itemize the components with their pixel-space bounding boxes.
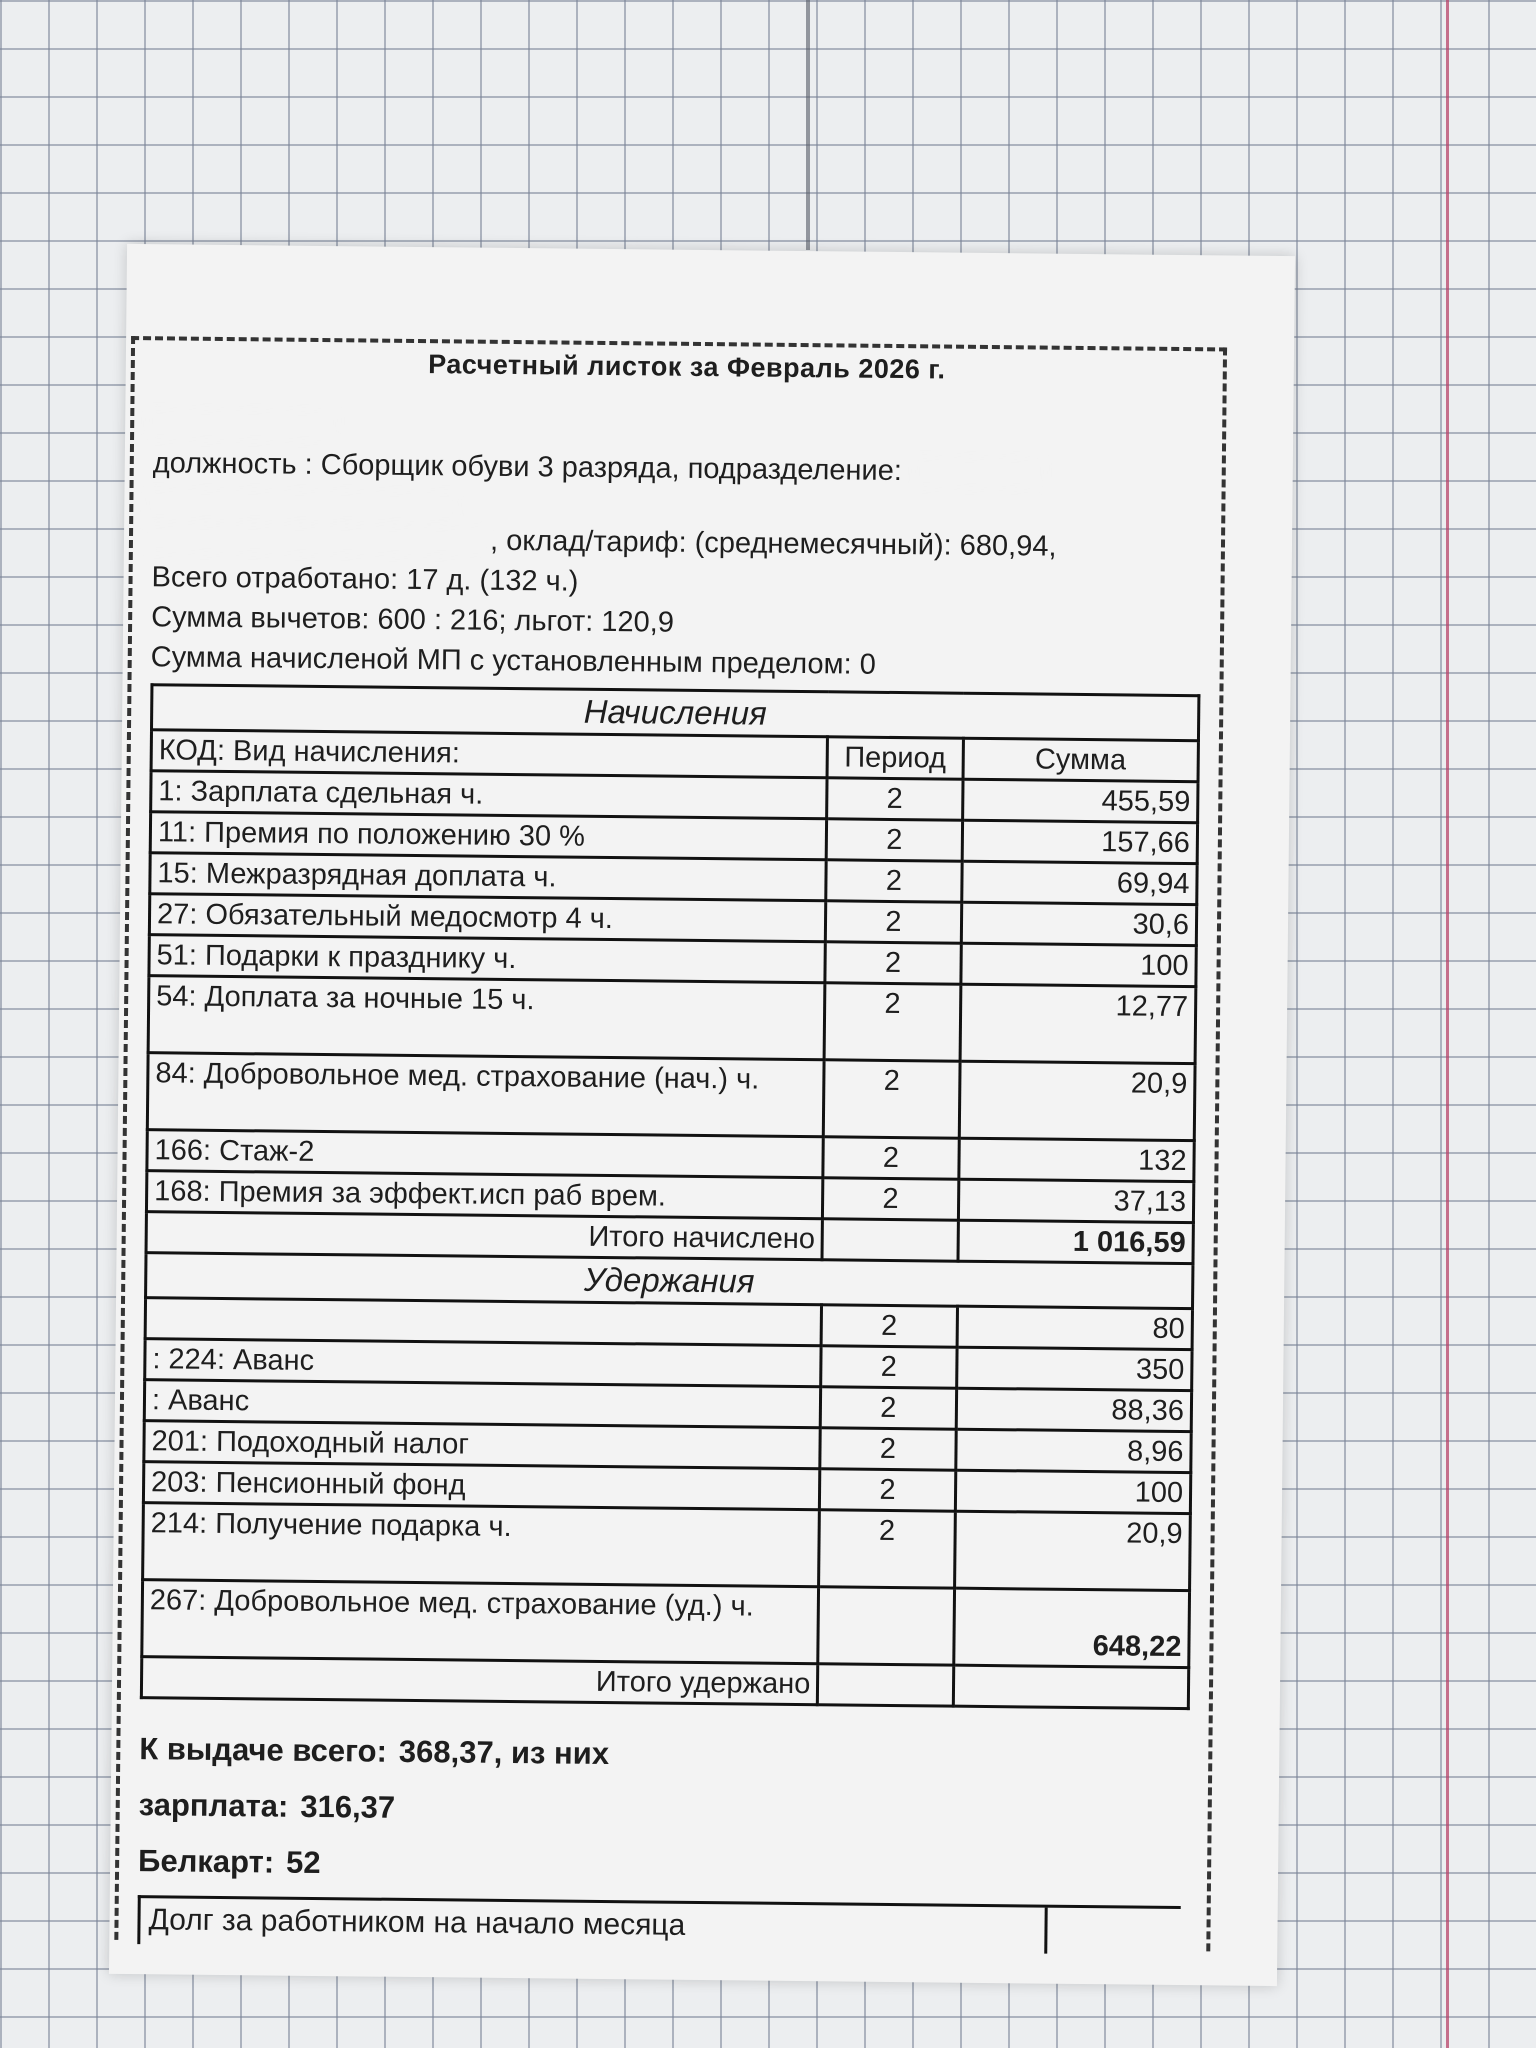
- redacted-tab-number: [152, 530, 482, 551]
- accrual-sum: 157,66: [962, 820, 1198, 863]
- withholding-sum: 350: [956, 1347, 1192, 1390]
- belkart-label: Белкарт:: [137, 1843, 275, 1880]
- accrual-period: 2: [826, 901, 962, 943]
- withholding-sum: 80: [957, 1306, 1193, 1349]
- deductions-line: Сумма вычетов: 600 : 216; льгот: 120,9: [151, 601, 675, 639]
- position-text: должность : Сборщик обуви 3 разряда, подразделение:: [152, 447, 903, 488]
- withholding-name: 201: Подоходный налог: [144, 1421, 821, 1469]
- accruals-total-label: Итого начислено: [146, 1212, 823, 1260]
- debt-row: [137, 1895, 1180, 1955]
- payout-label: К выдаче всего:: [139, 1731, 388, 1769]
- belkart-value: 52: [285, 1844, 321, 1881]
- accrual-name: 84: Добровольное мед. страхование (нач.) ч.: [147, 1053, 824, 1137]
- withholdings-total-value: 648,22: [953, 1588, 1189, 1667]
- accrual-period: 2: [826, 860, 962, 902]
- withholding-name: : 224: Аванс: [145, 1339, 822, 1387]
- withholdings-total-blank: [953, 1665, 1189, 1708]
- payslip-table: [140, 683, 1201, 1710]
- notebook-margin-line: [1446, 0, 1449, 2048]
- withholding-sum: 20,9: [954, 1511, 1190, 1590]
- accrual-period: 2: [826, 819, 962, 861]
- redacted-department-cont: [152, 495, 452, 518]
- withholding-name: [145, 1298, 822, 1346]
- withholding-name: 203: Пенсионный фонд: [143, 1462, 820, 1510]
- withholding-sum: 88,36: [956, 1388, 1192, 1431]
- mp-line: Сумма начисленой МП с установленным пределом: 0: [150, 641, 876, 681]
- withholding-period: 2: [821, 1387, 957, 1429]
- accrual-period: 2: [824, 1060, 960, 1138]
- debt-row-divider: [1044, 1908, 1047, 1954]
- accrual-sum: 455,59: [962, 779, 1198, 822]
- accrual-period: 2: [823, 1137, 959, 1179]
- belkart-line: [138, 1833, 1205, 1900]
- accrual-name: 168: Премия за эффект.исп раб врем.: [146, 1171, 823, 1219]
- column-header-code: КОД: Вид начисления:: [151, 730, 828, 778]
- debt-label: Долг за работником на начало месяца: [148, 1903, 686, 1942]
- worked-line: Всего отработано: 17 д. (132 ч.): [151, 561, 579, 598]
- accruals-section-title: Начисления: [152, 685, 1199, 741]
- payslip-paper: [109, 244, 1295, 1986]
- accrual-name: 1: Зарплата сдельная ч.: [151, 771, 828, 819]
- accrual-sum: 132: [958, 1138, 1194, 1181]
- accruals-total-period: [822, 1219, 958, 1261]
- accrual-sum: 20,9: [959, 1061, 1195, 1140]
- accrual-period: 2: [824, 983, 960, 1061]
- redacted-employee-name: [153, 415, 333, 437]
- withholding-period: [818, 1587, 954, 1665]
- accrual-name: 27: Обязательный медосмотр 4 ч.: [149, 894, 826, 942]
- payout-value: 368,37, из них: [398, 1733, 610, 1772]
- paper-fold-line: [806, 0, 810, 250]
- accrual-name: 54: Доплата за ночные 15 ч.: [148, 976, 825, 1060]
- withholding-period: 2: [821, 1305, 957, 1347]
- withholding-sum: 100: [955, 1470, 1191, 1513]
- accrual-name: 51: Подарки к празднику ч.: [149, 935, 826, 983]
- withholding-period: 2: [819, 1510, 955, 1588]
- payout-summary: [138, 1721, 1206, 1900]
- payslip-title: Расчетный листок за Февраль 2026 г.: [428, 349, 946, 385]
- salary-payout-label: зарплата:: [138, 1787, 289, 1824]
- accrual-period: 2: [825, 942, 961, 984]
- accrual-name: 166: Стаж-2: [147, 1130, 824, 1178]
- withholdings-total-label: Итого удержано: [141, 1657, 818, 1705]
- withholding-name: 267: Добровольное мед. страхование (уд.) ч.: [142, 1580, 819, 1664]
- withholdings-section-title: Удержания: [146, 1253, 1193, 1309]
- withholdings-total-period: [818, 1664, 954, 1706]
- accrual-name: 15: Межразрядная доплата ч.: [150, 853, 827, 901]
- accrual-sum: 37,13: [958, 1179, 1194, 1222]
- withholding-name: 214: Получение подарка ч.: [143, 1503, 820, 1587]
- table-row: [148, 976, 1196, 1064]
- column-header-sum: Сумма: [963, 738, 1199, 781]
- table-row: [142, 1580, 1190, 1668]
- accrual-name: 11: Премия по положению 30 %: [150, 812, 827, 860]
- payslip-content: [137, 340, 1220, 1955]
- accrual-sum: 30,6: [961, 902, 1197, 945]
- redacted-department: [920, 463, 1040, 484]
- table-row: [143, 1503, 1191, 1591]
- withholding-sum: 8,96: [955, 1429, 1191, 1472]
- salary-text: , оклад/тариф: (среднемесячный): 680,94,: [489, 524, 1057, 563]
- table-row: [147, 1053, 1195, 1141]
- accrual-period: 2: [827, 778, 963, 820]
- salary-payout-value: 316,37: [300, 1788, 396, 1825]
- withholding-period: 2: [820, 1428, 956, 1470]
- accruals-total-value: 1 016,59: [958, 1220, 1194, 1263]
- column-header-period: Период: [827, 737, 963, 779]
- accrual-sum: 12,77: [960, 984, 1196, 1063]
- withholding-name: : Аванс: [144, 1380, 821, 1428]
- accrual-sum: 69,94: [961, 861, 1197, 904]
- withholding-period: 2: [820, 1469, 956, 1511]
- withholding-period: 2: [821, 1346, 957, 1388]
- accrual-sum: 100: [960, 943, 1196, 986]
- accrual-period: 2: [823, 1178, 959, 1220]
